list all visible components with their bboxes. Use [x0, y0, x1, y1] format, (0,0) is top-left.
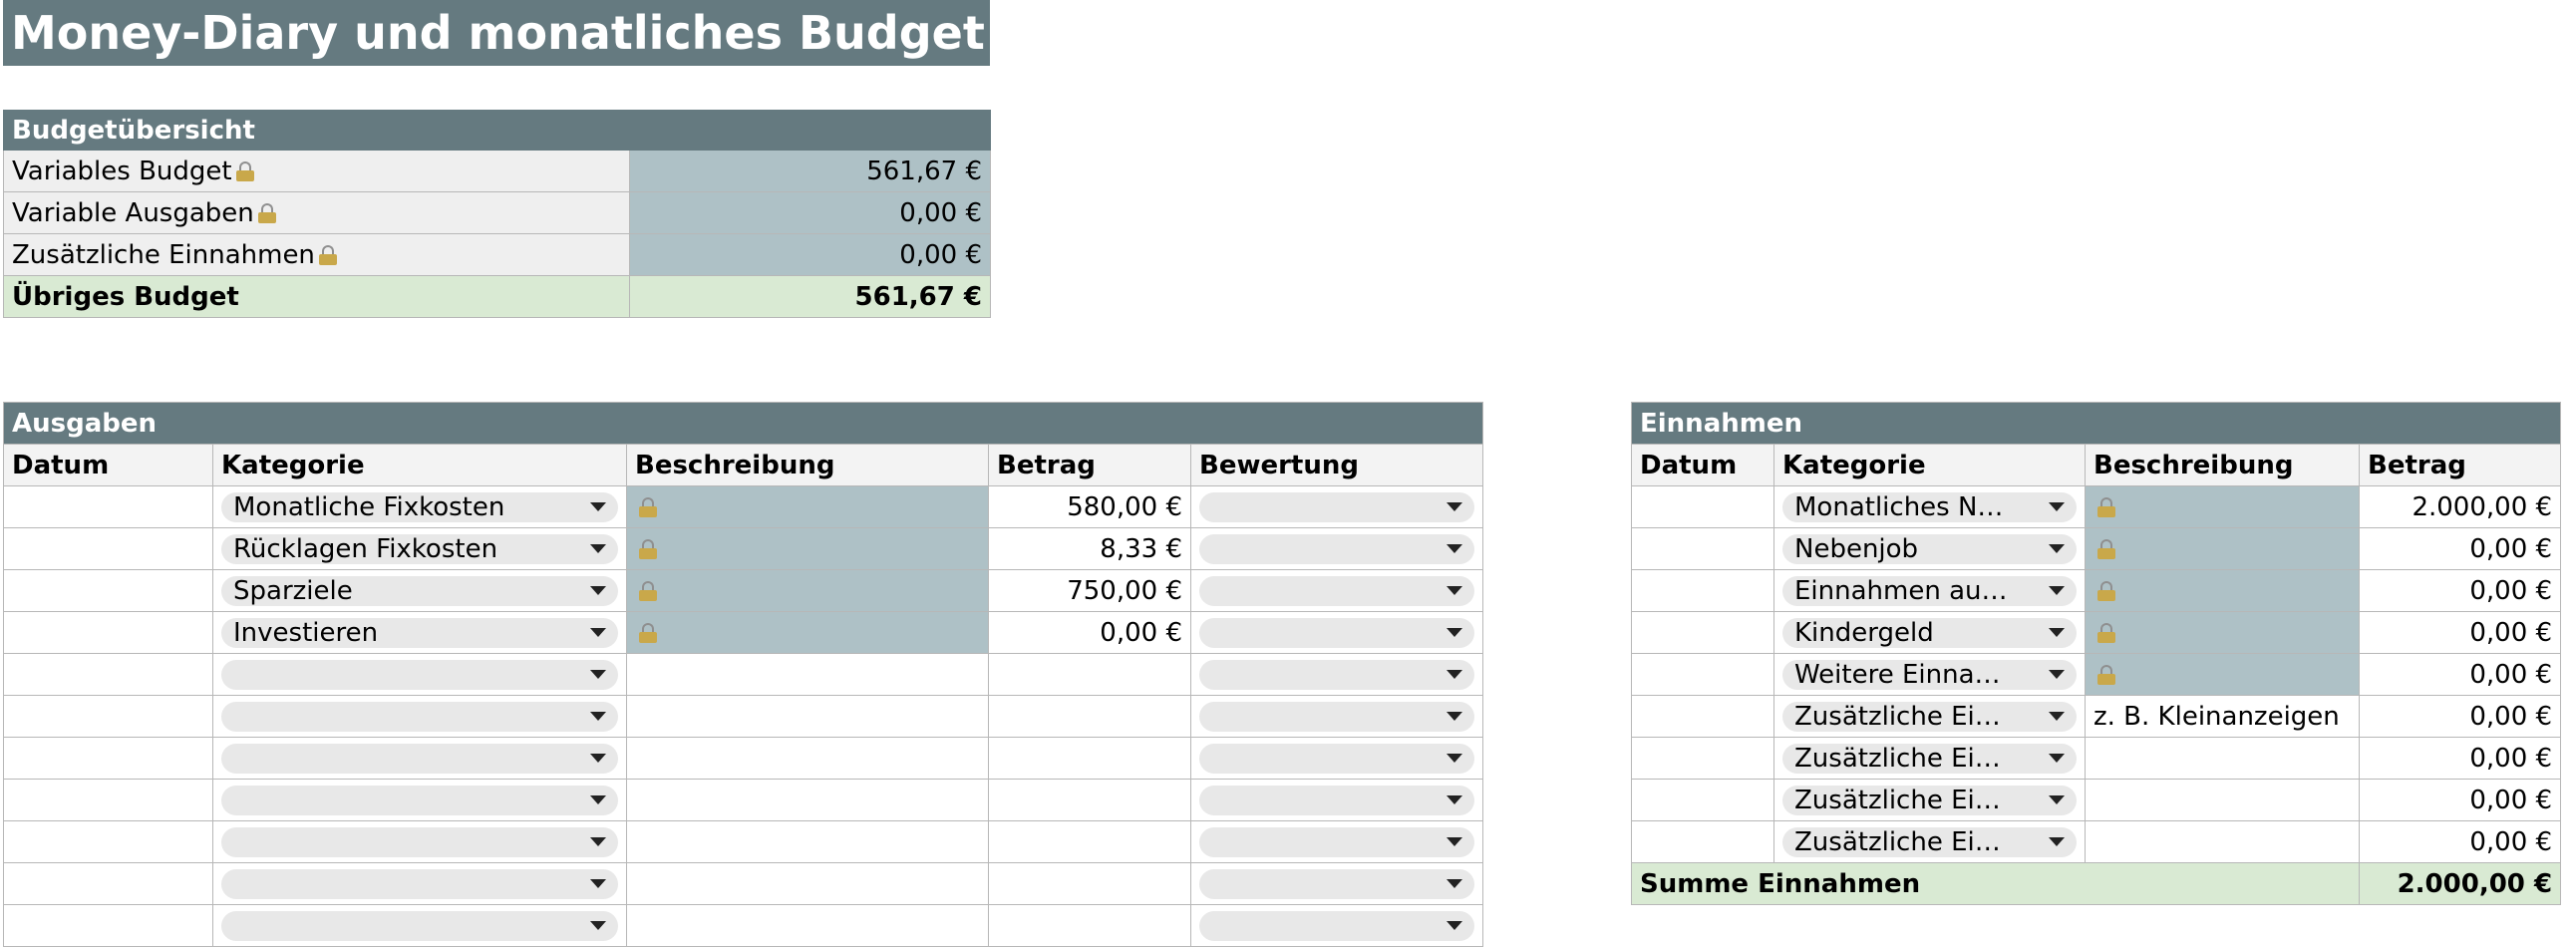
- table-row: [4, 528, 1483, 570]
- beschreibung-cell[interactable]: [2086, 570, 2360, 612]
- beschreibung-cell[interactable]: [2086, 486, 2360, 528]
- beschreibung-cell[interactable]: [2086, 738, 2360, 780]
- datum-cell[interactable]: [4, 780, 213, 821]
- beschreibung-cell[interactable]: [627, 905, 989, 947]
- lock-icon: [639, 581, 657, 601]
- kategorie-cell[interactable]: [1774, 654, 2086, 696]
- bewertung-cell[interactable]: [1191, 738, 1483, 780]
- kategorie-dropdown[interactable]: [221, 576, 618, 606]
- betrag-cell[interactable]: 750,00 €: [989, 570, 1191, 612]
- kategorie-dropdown[interactable]: [221, 786, 618, 815]
- einnahmen-total-value[interactable]: 2.000,00 €: [2360, 863, 2561, 905]
- bewertung-dropdown[interactable]: [1199, 744, 1474, 774]
- kategorie-cell[interactable]: [213, 780, 627, 821]
- total-row: [1632, 863, 2561, 905]
- kategorie-value: Zusätzliche Ei…: [1794, 785, 2001, 815]
- betrag-cell[interactable]: [989, 696, 1191, 738]
- bewertung-cell[interactable]: [1191, 905, 1483, 947]
- table-row: [1632, 612, 2561, 654]
- column-header-betrag[interactable]: Betrag: [2360, 445, 2561, 486]
- beschreibung-cell[interactable]: [627, 738, 989, 780]
- kategorie-cell[interactable]: [213, 612, 627, 654]
- lock-icon: [319, 245, 337, 265]
- summary-label-cell[interactable]: [4, 234, 630, 276]
- datum-cell[interactable]: [4, 570, 213, 612]
- betrag-cell[interactable]: 0,00 €: [2360, 780, 2561, 821]
- beschreibung-cell[interactable]: [627, 570, 989, 612]
- datum-cell[interactable]: [4, 863, 213, 905]
- summary-total-label[interactable]: Übriges Budget: [4, 276, 630, 318]
- chevron-down-icon[interactable]: [1447, 670, 1462, 679]
- bewertung-cell[interactable]: [1191, 821, 1483, 863]
- lock-icon: [2097, 665, 2115, 685]
- bewertung-dropdown[interactable]: [1199, 534, 1474, 564]
- datum-cell[interactable]: [4, 654, 213, 696]
- kategorie-cell[interactable]: [213, 528, 627, 570]
- beschreibung-cell[interactable]: z. B. Kleinanzeigen: [2086, 696, 2360, 738]
- betrag-cell[interactable]: 0,00 €: [989, 612, 1191, 654]
- table-row: [1632, 780, 2561, 821]
- kategorie-cell[interactable]: [213, 905, 627, 947]
- column-header-beschreibung[interactable]: Beschreibung: [627, 445, 989, 486]
- column-header-kategorie[interactable]: Kategorie: [213, 445, 627, 486]
- betrag-cell[interactable]: 0,00 €: [2360, 570, 2561, 612]
- chevron-down-icon[interactable]: [2049, 837, 2065, 846]
- table-row: [4, 780, 1483, 821]
- einnahmen-title: Einnahmen: [1632, 403, 2561, 445]
- kategorie-value: Nebenjob: [1794, 533, 1919, 564]
- kategorie-value: Monatliche Fixkosten: [233, 491, 505, 522]
- kategorie-cell[interactable]: [1774, 780, 2086, 821]
- chevron-down-icon[interactable]: [1447, 795, 1462, 804]
- kategorie-value: Zusätzliche Ei…: [1794, 701, 2001, 732]
- kategorie-cell[interactable]: [213, 821, 627, 863]
- ausgaben-title: Ausgaben: [4, 403, 1483, 445]
- summary-header: Budgetübersicht: [4, 111, 991, 151]
- betrag-cell[interactable]: 0,00 €: [2360, 654, 2561, 696]
- kategorie-value: Sparziele: [233, 575, 353, 606]
- lock-icon: [2097, 623, 2115, 643]
- summary-label-cell[interactable]: [4, 151, 630, 192]
- beschreibung-cell[interactable]: [627, 486, 989, 528]
- beschreibung-cell[interactable]: [627, 654, 989, 696]
- bewertung-dropdown[interactable]: [1199, 827, 1474, 857]
- datum-cell[interactable]: [1632, 570, 1774, 612]
- table-row: [1632, 738, 2561, 780]
- kategorie-dropdown[interactable]: [1782, 660, 2077, 690]
- kategorie-dropdown[interactable]: [1782, 576, 2077, 606]
- bewertung-dropdown[interactable]: [1199, 576, 1474, 606]
- kategorie-dropdown[interactable]: [221, 492, 618, 522]
- summary-value-cell[interactable]: 561,67 €: [630, 151, 991, 192]
- table-row: [1632, 570, 2561, 612]
- chevron-down-icon[interactable]: [2049, 712, 2065, 721]
- summary-value-cell[interactable]: 0,00 €: [630, 192, 991, 234]
- kategorie-cell[interactable]: [1774, 528, 2086, 570]
- datum-cell[interactable]: [1632, 654, 1774, 696]
- lock-icon: [2097, 539, 2115, 559]
- lock-icon: [2097, 497, 2115, 517]
- lock-icon: [236, 161, 254, 181]
- datum-cell[interactable]: [1632, 780, 1774, 821]
- betrag-cell[interactable]: 0,00 €: [2360, 696, 2561, 738]
- chevron-down-icon[interactable]: [590, 795, 606, 804]
- einnahmen-total-label[interactable]: Summe Einnahmen: [1632, 863, 2360, 905]
- summary-label-cell[interactable]: [4, 192, 630, 234]
- chevron-down-icon[interactable]: [1447, 712, 1462, 721]
- table-row: [4, 696, 1483, 738]
- chevron-down-icon[interactable]: [590, 921, 606, 930]
- beschreibung-cell[interactable]: [627, 696, 989, 738]
- chevron-down-icon[interactable]: [1447, 837, 1462, 846]
- datum-cell[interactable]: [4, 486, 213, 528]
- betrag-cell[interactable]: 0,00 €: [2360, 612, 2561, 654]
- betrag-cell[interactable]: 0,00 €: [2360, 738, 2561, 780]
- kategorie-dropdown[interactable]: [1782, 618, 2077, 648]
- chevron-down-icon[interactable]: [1447, 879, 1462, 888]
- summary-value-cell[interactable]: 0,00 €: [630, 234, 991, 276]
- beschreibung-cell[interactable]: [627, 821, 989, 863]
- betrag-cell[interactable]: [989, 863, 1191, 905]
- bewertung-cell[interactable]: [1191, 696, 1483, 738]
- chevron-down-icon[interactable]: [590, 712, 606, 721]
- table-row: [1632, 821, 2561, 863]
- chevron-down-icon[interactable]: [2049, 628, 2065, 637]
- summary-total-value[interactable]: 561,67 €: [630, 276, 991, 318]
- lock-icon: [258, 203, 276, 223]
- table-row: [1632, 528, 2561, 570]
- kategorie-cell[interactable]: [1774, 738, 2086, 780]
- bewertung-cell[interactable]: [1191, 654, 1483, 696]
- chevron-down-icon[interactable]: [2049, 586, 2065, 595]
- lock-icon: [639, 623, 657, 643]
- kategorie-cell[interactable]: [213, 738, 627, 780]
- kategorie-dropdown[interactable]: [1782, 702, 2077, 732]
- beschreibung-cell[interactable]: [627, 528, 989, 570]
- betrag-cell[interactable]: 0,00 €: [2360, 821, 2561, 863]
- column-header-datum[interactable]: Datum: [1632, 445, 1774, 486]
- datum-cell[interactable]: [4, 905, 213, 947]
- kategorie-dropdown[interactable]: [1782, 786, 2077, 815]
- betrag-cell[interactable]: [989, 821, 1191, 863]
- beschreibung-cell[interactable]: [2086, 821, 2360, 863]
- kategorie-cell[interactable]: [1774, 821, 2086, 863]
- kategorie-cell[interactable]: [1774, 486, 2086, 528]
- lock-icon: [639, 539, 657, 559]
- summary-label: Variable Ausgaben: [12, 197, 254, 228]
- kategorie-dropdown[interactable]: [221, 911, 618, 941]
- chevron-down-icon[interactable]: [2049, 502, 2065, 511]
- beschreibung-cell[interactable]: [627, 863, 989, 905]
- betrag-cell[interactable]: [989, 780, 1191, 821]
- datum-cell[interactable]: [1632, 612, 1774, 654]
- kategorie-cell[interactable]: [1774, 612, 2086, 654]
- table-row: [4, 570, 1483, 612]
- page-title: Money-Diary und monatliches Budget: [3, 0, 990, 66]
- summary-label: Variables Budget: [12, 156, 232, 186]
- kategorie-value: Einnahmen au…: [1794, 575, 2008, 606]
- kategorie-dropdown[interactable]: [221, 827, 618, 857]
- bewertung-cell[interactable]: [1191, 612, 1483, 654]
- table-row: [4, 612, 1483, 654]
- lock-icon: [2097, 581, 2115, 601]
- kategorie-value: Investieren: [233, 617, 379, 648]
- kategorie-cell[interactable]: [213, 863, 627, 905]
- chevron-down-icon[interactable]: [590, 670, 606, 679]
- datum-cell[interactable]: [4, 821, 213, 863]
- betrag-cell[interactable]: [989, 905, 1191, 947]
- lock-icon: [639, 497, 657, 517]
- chevron-down-icon[interactable]: [1447, 628, 1462, 637]
- datum-cell[interactable]: [1632, 696, 1774, 738]
- kategorie-dropdown[interactable]: [221, 744, 618, 774]
- kategorie-dropdown[interactable]: [221, 702, 618, 732]
- bewertung-dropdown[interactable]: [1199, 660, 1474, 690]
- beschreibung-cell[interactable]: [2086, 528, 2360, 570]
- datum-cell[interactable]: [4, 528, 213, 570]
- chevron-down-icon[interactable]: [590, 628, 606, 637]
- summary-label: Zusätzliche Einnahmen: [12, 239, 315, 270]
- chevron-down-icon[interactable]: [590, 586, 606, 595]
- table-row: [4, 738, 1483, 780]
- betrag-cell[interactable]: [989, 654, 1191, 696]
- einnahmen-table: [1631, 402, 2561, 905]
- column-header-bewertung[interactable]: Bewertung: [1191, 445, 1483, 486]
- column-header-datum[interactable]: Datum: [4, 445, 213, 486]
- kategorie-value: Zusätzliche Ei…: [1794, 743, 2001, 774]
- chevron-down-icon[interactable]: [1447, 754, 1462, 763]
- chevron-down-icon[interactable]: [1447, 921, 1462, 930]
- betrag-cell[interactable]: 580,00 €: [989, 486, 1191, 528]
- chevron-down-icon[interactable]: [2049, 544, 2065, 553]
- kategorie-dropdown[interactable]: [1782, 744, 2077, 774]
- kategorie-value: Monatliches N…: [1794, 491, 2004, 522]
- bewertung-cell[interactable]: [1191, 780, 1483, 821]
- kategorie-dropdown[interactable]: [221, 869, 618, 899]
- table-row: [1632, 486, 2561, 528]
- kategorie-value: Weitere Einna…: [1794, 659, 2001, 690]
- bewertung-cell[interactable]: [1191, 863, 1483, 905]
- budget-summary-table: [3, 110, 991, 318]
- kategorie-dropdown[interactable]: [221, 660, 618, 690]
- kategorie-dropdown[interactable]: [1782, 492, 2077, 522]
- bewertung-cell[interactable]: [1191, 570, 1483, 612]
- bewertung-cell[interactable]: [1191, 486, 1483, 528]
- chevron-down-icon[interactable]: [1447, 502, 1462, 511]
- kategorie-cell[interactable]: [213, 570, 627, 612]
- kategorie-dropdown[interactable]: [221, 618, 618, 648]
- beschreibung-cell[interactable]: [627, 612, 989, 654]
- bewertung-dropdown[interactable]: [1199, 492, 1474, 522]
- table-row: [4, 905, 1483, 947]
- datum-cell[interactable]: [4, 612, 213, 654]
- kategorie-cell[interactable]: [213, 654, 627, 696]
- kategorie-dropdown[interactable]: [221, 534, 618, 564]
- datum-cell[interactable]: [4, 696, 213, 738]
- bewertung-dropdown[interactable]: [1199, 618, 1474, 648]
- betrag-cell[interactable]: 0,00 €: [2360, 528, 2561, 570]
- chevron-down-icon[interactable]: [590, 754, 606, 763]
- beschreibung-cell[interactable]: [2086, 612, 2360, 654]
- table-row: [4, 486, 1483, 528]
- bewertung-dropdown[interactable]: [1199, 786, 1474, 815]
- table-row: [1632, 696, 2561, 738]
- column-header-betrag[interactable]: Betrag: [989, 445, 1191, 486]
- table-row: [4, 821, 1483, 863]
- datum-cell[interactable]: [1632, 738, 1774, 780]
- kategorie-value: Zusätzliche Ei…: [1794, 826, 2001, 857]
- table-row: [4, 654, 1483, 696]
- bewertung-dropdown[interactable]: [1199, 869, 1474, 899]
- chevron-down-icon[interactable]: [1447, 544, 1462, 553]
- beschreibung-cell[interactable]: [2086, 654, 2360, 696]
- column-header-beschreibung[interactable]: Beschreibung: [2086, 445, 2360, 486]
- chevron-down-icon[interactable]: [2049, 795, 2065, 804]
- bewertung-cell[interactable]: [1191, 528, 1483, 570]
- kategorie-value: Kindergeld: [1794, 617, 1934, 648]
- kategorie-cell[interactable]: [213, 696, 627, 738]
- kategorie-value: Rücklagen Fixkosten: [233, 533, 498, 564]
- beschreibung-cell[interactable]: [2086, 780, 2360, 821]
- kategorie-cell[interactable]: [213, 486, 627, 528]
- betrag-cell[interactable]: 2.000,00 €: [2360, 486, 2561, 528]
- ausgaben-table: [3, 402, 1483, 947]
- chevron-down-icon[interactable]: [2049, 754, 2065, 763]
- chevron-down-icon[interactable]: [590, 502, 606, 511]
- chevron-down-icon[interactable]: [2049, 670, 2065, 679]
- chevron-down-icon[interactable]: [590, 837, 606, 846]
- kategorie-cell[interactable]: [1774, 696, 2086, 738]
- datum-cell[interactable]: [1632, 486, 1774, 528]
- kategorie-dropdown[interactable]: [1782, 827, 2077, 857]
- chevron-down-icon[interactable]: [590, 879, 606, 888]
- kategorie-cell[interactable]: [1774, 570, 2086, 612]
- betrag-cell[interactable]: 8,33 €: [989, 528, 1191, 570]
- kategorie-dropdown[interactable]: [1782, 534, 2077, 564]
- datum-cell[interactable]: [1632, 528, 1774, 570]
- table-row: [4, 863, 1483, 905]
- column-header-kategorie[interactable]: Kategorie: [1774, 445, 2086, 486]
- beschreibung-cell[interactable]: [627, 780, 989, 821]
- datum-cell[interactable]: [4, 738, 213, 780]
- bewertung-dropdown[interactable]: [1199, 702, 1474, 732]
- table-row: [1632, 654, 2561, 696]
- betrag-cell[interactable]: [989, 738, 1191, 780]
- chevron-down-icon[interactable]: [590, 544, 606, 553]
- chevron-down-icon[interactable]: [1447, 586, 1462, 595]
- bewertung-dropdown[interactable]: [1199, 911, 1474, 941]
- datum-cell[interactable]: [1632, 821, 1774, 863]
